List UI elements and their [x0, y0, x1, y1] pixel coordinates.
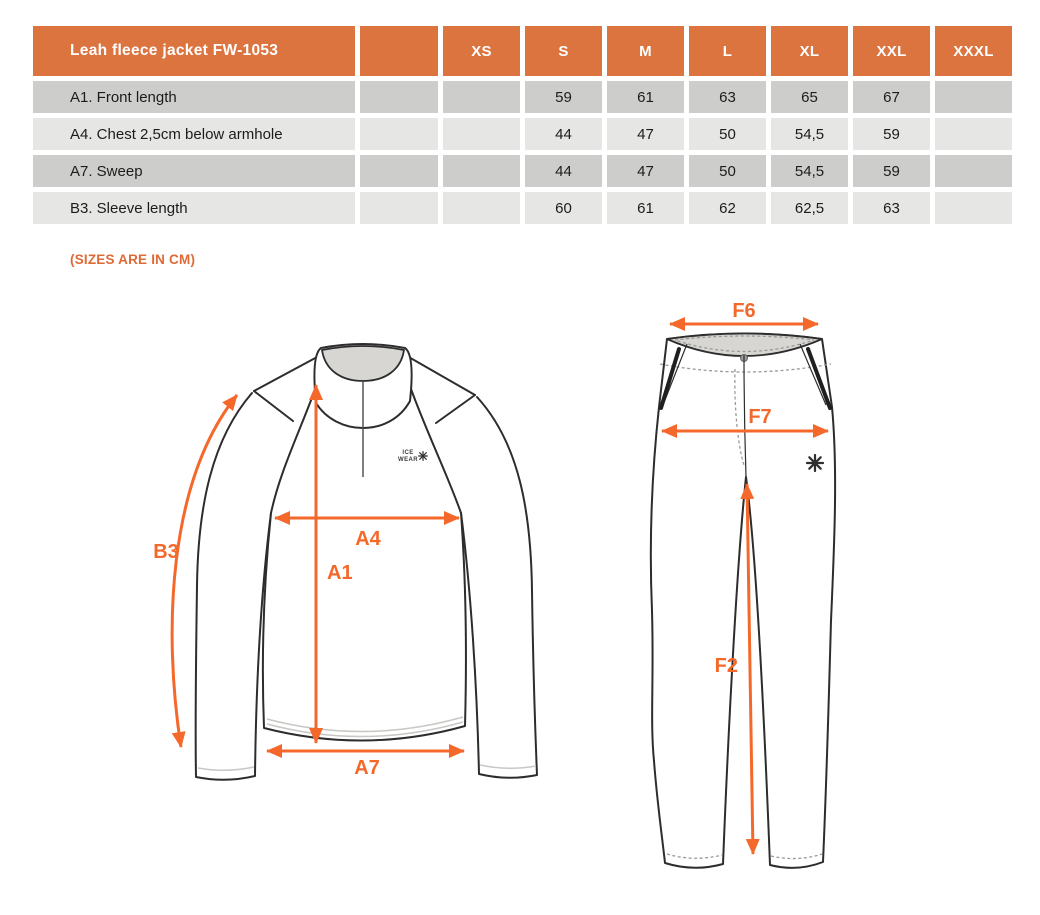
left-shoulder-seam — [254, 356, 319, 391]
value-cell — [360, 81, 438, 113]
f6-label: F6 — [732, 300, 756, 322]
table-row-front-length — [33, 81, 1012, 113]
value-cell: 44 — [525, 118, 602, 150]
size-table-header — [33, 26, 1012, 76]
value-cell — [443, 118, 520, 150]
header-cell-xxxl: XXXL — [935, 26, 1012, 76]
header-cell-m: M — [607, 26, 684, 76]
value-cell: 44 — [525, 155, 602, 187]
table-row-sleeve-length — [33, 192, 1012, 224]
pants-drawing — [651, 300, 835, 868]
value-cell: 59 — [525, 81, 602, 113]
value-cell: 62,5 — [771, 192, 848, 224]
table-row-chest — [33, 118, 1012, 150]
value-cell: 61 — [607, 192, 684, 224]
value-cell: 60 — [525, 192, 602, 224]
value-cell: 47 — [607, 155, 684, 187]
b3-label: B3 — [153, 541, 179, 563]
f2-label: F2 — [714, 655, 738, 677]
a7-label: A7 — [354, 757, 380, 779]
row-label-cell: A4. Chest 2,5cm below armhole — [33, 118, 355, 150]
value-cell: 59 — [853, 155, 930, 187]
table-row-sweep — [33, 155, 1012, 187]
value-cell: 59 — [853, 118, 930, 150]
value-cell: 47 — [607, 118, 684, 150]
jacket-logo-line2: WEAR — [398, 457, 418, 463]
jacket-right-sleeve — [461, 397, 537, 778]
value-cell: 54,5 — [771, 118, 848, 150]
value-cell: 61 — [607, 81, 684, 113]
right-raglan-seam — [411, 389, 461, 513]
jacket-logo-snowflake-icon — [419, 452, 428, 461]
size-chart-page — [0, 21, 1040, 915]
value-cell: 65 — [771, 81, 848, 113]
header-cell-xl: XL — [771, 26, 848, 76]
value-cell — [935, 118, 1012, 150]
value-cell — [935, 192, 1012, 224]
a1-label: A1 — [327, 562, 353, 584]
value-cell: 63 — [853, 192, 930, 224]
value-cell — [360, 155, 438, 187]
pants-snowflake-icon — [807, 455, 823, 471]
value-cell — [360, 192, 438, 224]
value-cell: 67 — [853, 81, 930, 113]
header-cell-l: L — [689, 26, 766, 76]
value-cell — [443, 192, 520, 224]
jacket-drawing — [153, 344, 537, 780]
row-label-cell: A7. Sweep — [33, 155, 355, 187]
jacket-left-sleeve — [196, 393, 271, 780]
header-cell-xxl: XXL — [853, 26, 930, 76]
value-cell — [360, 118, 438, 150]
value-cell — [443, 155, 520, 187]
sizes-note: (SIZES ARE IN CM) — [70, 252, 196, 267]
header-cell-s: S — [525, 26, 602, 76]
left-raglan-seam — [271, 387, 316, 513]
right-shoulder-panel-seam — [436, 395, 475, 423]
value-cell — [935, 81, 1012, 113]
value-cell: 50 — [689, 118, 766, 150]
value-cell — [443, 81, 520, 113]
header-row — [33, 26, 1012, 76]
row-label-cell: B3. Sleeve length — [33, 192, 355, 224]
jacket-logo-line1: ICE — [402, 450, 414, 456]
value-cell — [935, 155, 1012, 187]
value-cell: 62 — [689, 192, 766, 224]
value-cell: 50 — [689, 155, 766, 187]
size-table — [28, 21, 1017, 229]
value-cell: 54,5 — [771, 155, 848, 187]
value-cell: 63 — [689, 81, 766, 113]
header-cell-xs: XS — [443, 26, 520, 76]
left-shoulder-panel-seam — [254, 391, 293, 421]
row-label-cell: A1. Front length — [33, 81, 355, 113]
header-cell-blank — [360, 26, 438, 76]
right-shoulder-seam — [407, 356, 475, 395]
product-title-cell: Leah fleece jacket FW-1053 — [33, 26, 355, 76]
f7-label: F7 — [748, 406, 772, 428]
pants-silhouette — [651, 334, 835, 868]
measurement-diagram — [0, 291, 1040, 915]
a4-label: A4 — [355, 528, 381, 550]
